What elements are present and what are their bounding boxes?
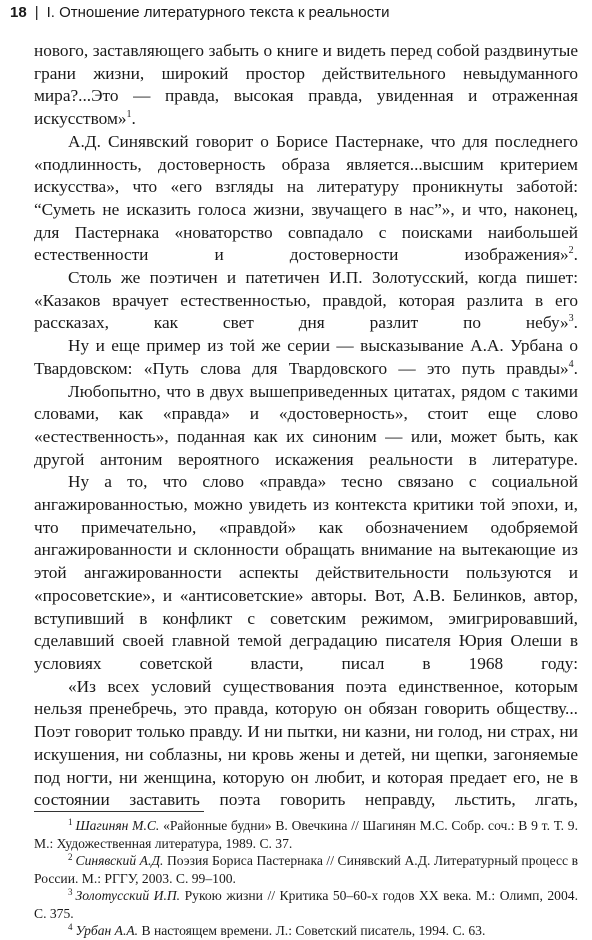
- paragraph: А.Д. Синявский говорит о Борисе Пастернаке, что для последнего «подлинность, достоверность образа является...высшим критерием искусства», что «его взгляды на литературу проникнуты заботой: “Суметь не исказить голоса жизни, звучащего в нас”», и что, наконец, для Пастернака «новаторство совпадало с поисками наибольшей естественности и достоверности изображения»$^2$.: [34, 131, 578, 265]
- footnote-author: Шагинян М.С.: [75, 818, 160, 833]
- footnotes: [34, 817, 578, 940]
- footnote-ref: 3: [568, 313, 574, 325]
- paragraph: Любопытно, что в двух вышеприведенных цитатах, рядом с такими словами, как «правда» и «достоверность», стоит еще слово «естественность», поданная как их синоним — или, может быть, как другой антоним вероятного искажения реальности в литературе.: [34, 381, 578, 469]
- footnote-ref: 1: [126, 109, 132, 121]
- running-header: [10, 4, 390, 22]
- header-separator: |: [34, 4, 39, 21]
- footnote-author: Синявский А.Д.: [75, 853, 164, 868]
- footnote-author: Урбан А.А.: [75, 923, 139, 938]
- main-text: [34, 40, 578, 812]
- paragraph: Ну и еще пример из той же серии — высказывание А.А. Урбана о Твардовском: «Путь слова для Твардовского — это путь правды»$^4$.: [34, 336, 578, 378]
- footnote-author: Золотусский И.П.: [75, 888, 181, 903]
- chapter-title: I. Отношение литературного текста к реальности: [46, 4, 390, 21]
- footnote: $^1$ Шагинян М.С. «Районные будни» В. Овечкина // Шагинян М.С. Собр. соч.: В 9 т. Т. 9. М.: Художественная литература, 1989. С. 37.: [34, 817, 579, 851]
- footnote: $^3$ Золотусский И.П. Рукою жизни // Критика 50–60-х годов XX века. М.: Олимп, 2004. С. 375.: [34, 887, 578, 921]
- paragraph: нового, заставляющего забыть о книге и видеть перед собой раздвинутые грани жизни, широкий простор действительного невыдуманного мира?...Это — правда, высокая правда, увиденная и отраженная искусством»$^1$.: [34, 41, 578, 129]
- footnote: $^4$ Урбан А.А. В настоящем времени. Л.: Советский писатель, 1994. С. 63.: [68, 922, 486, 938]
- page-number: 18: [10, 4, 27, 21]
- paragraph: Ну а то, что слово «правда» тесно связано с социальной ангажированностью, можно увидеть из контекста критики той эпохи, и, что примечательно, «правдой» как обозначением одобряемой ангажированности и склонности обращать внимание на вытекающие из этой ангажированности аспекты действительности пользуются и «просоветские», и «антисоветские» авторы. Вот, А.В. Белинков, автор, вступивший в конфликт с советским режимом, эмигрировавший, сделавший своей главной темой деградацию писателя Юрия Олеши в условиях советской власти, писал в 1968 году:: [34, 472, 578, 673]
- footnote-divider: [34, 811, 204, 812]
- footnote-ref: 2: [568, 245, 574, 257]
- quote-paragraph: «Из всех условий существования поэта единственное, которым нельзя пренебречь, это правда, которую он обязан говорить обществу... Поэт говорит только правду. И ни пытки, ни казни, ни голод, ни страх, ни искушения, ни соблазны, ни кровь жены и детей, ни щепки, загоняемые под ногти, ни женщина, которую он любит, и которая предает его, не в состоянии заставить поэта говорить неправду, льстить, лгать,: [34, 676, 578, 810]
- paragraph: Столь же поэтичен и патетичен И.П. Золотусский, когда пишет: «Казаков врачует естественностью, правдой, которая разлита в его рассказах, как свет дня разлит по небу»$^3$.: [34, 268, 578, 333]
- footnote: $^2$ Синявский А.Д. Поэзия Бориса Пастернака // Синявский А.Д. Литературный процесс в России. М.: РГГУ, 2003. С. 99–100.: [34, 852, 578, 886]
- footnote-ref: 4: [568, 358, 574, 370]
